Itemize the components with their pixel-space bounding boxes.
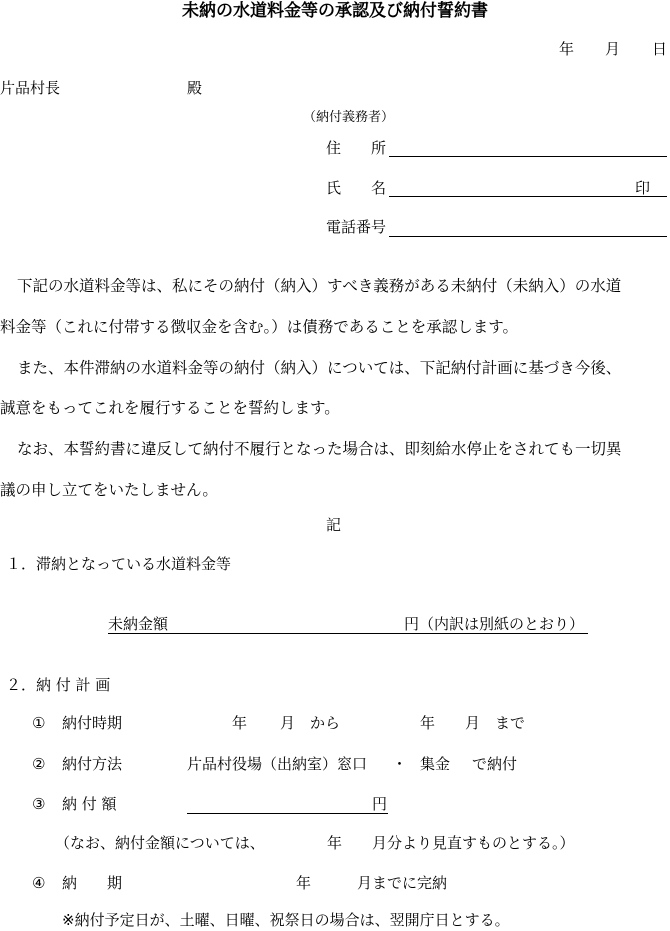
- item-4-year: 年: [296, 874, 312, 892]
- address-line: [389, 156, 667, 157]
- addressee-honorific: 殿: [187, 79, 203, 97]
- item-3-amount-line: [187, 813, 388, 814]
- document-title: 未納の水道料金等の承認及び納付誓約書: [182, 1, 488, 21]
- note-prefix: （なお、納付金額については、: [55, 834, 265, 852]
- phone-line: [389, 236, 667, 237]
- item-2-dot: ・: [392, 755, 408, 773]
- item-2-suffix: で納付: [472, 755, 518, 773]
- date-month: 月: [605, 40, 621, 58]
- payer-heading: （納付義務者）: [303, 110, 395, 125]
- date-year: 年: [559, 40, 575, 58]
- item-4-label: 納 期: [62, 874, 123, 892]
- remark: ※納付予定日が、土曜、日曜、祝祭日の場合は、翌開庁日とする。: [62, 911, 510, 929]
- unpaid-amount-line: [108, 633, 588, 634]
- item-1-until: まで: [495, 714, 526, 732]
- phone-label: 電話番号: [326, 218, 387, 236]
- unpaid-amount-label: 未納金額: [108, 615, 169, 633]
- seal-mark: 印: [635, 179, 651, 197]
- item-2-label: 納付方法: [62, 755, 123, 773]
- item-3-number: ③: [32, 795, 46, 813]
- item-1-label: 納付時期: [62, 714, 123, 732]
- item-1-from: から: [310, 714, 341, 732]
- item-1-year-from: 年: [232, 714, 248, 732]
- item-2-number: ②: [32, 755, 46, 773]
- paragraph-3-line-1: なお、本誓約書に違反して納付不履行となった場合は、即刻給水停止をされても一切異: [17, 440, 622, 458]
- item-3-label: 納 付 額: [62, 795, 117, 813]
- paragraph-2-line-2: 誠意をもってこれを履行することを誓約します。: [0, 399, 340, 417]
- address-label: 住 所: [326, 139, 387, 157]
- item-4-number: ④: [32, 874, 46, 892]
- paragraph-3-line-2: 議の申し立てをいたしません。: [0, 481, 218, 499]
- item-1-number: ①: [32, 714, 46, 732]
- item-1-year-until: 年: [420, 714, 436, 732]
- paragraph-1-line-2: 料金等（これに付帯する徴収金を含む。）は債務であることを承認します。: [0, 318, 519, 336]
- note-suffix: 月分より見直すものとする。）: [372, 834, 575, 852]
- item-4-suffix: 月までに完納: [357, 874, 448, 892]
- paragraph-1-line-1: 下記の水道料金等は、私にその納付（納入）すべき義務がある未納付（未納入）の水道: [17, 277, 622, 295]
- item-2-place: 片品村役場（出納室）窓口: [187, 755, 368, 773]
- section-2-heading: ２．納 付 計 画: [6, 676, 111, 694]
- item-3-yen: 円: [372, 795, 388, 813]
- unpaid-amount-suffix: 円（内訳は別紙のとおり）: [404, 615, 585, 633]
- date-day: 日: [652, 40, 668, 58]
- note-year: 年: [327, 834, 343, 852]
- paragraph-2-line-1: また、本件滞納の水道料金等の納付（納入）については、下記納付計画に基づき今後、: [17, 359, 622, 377]
- section-1-heading: １．滞納となっている水道料金等: [6, 555, 232, 573]
- item-1-month-until: 月: [465, 714, 481, 732]
- ki-heading: 記: [326, 516, 342, 534]
- item-1-month-from: 月: [280, 714, 296, 732]
- item-2-collect: 集金: [420, 755, 451, 773]
- name-label: 氏 名: [326, 179, 387, 197]
- name-line: [389, 196, 667, 197]
- addressee-name: 片品村長: [0, 79, 61, 97]
